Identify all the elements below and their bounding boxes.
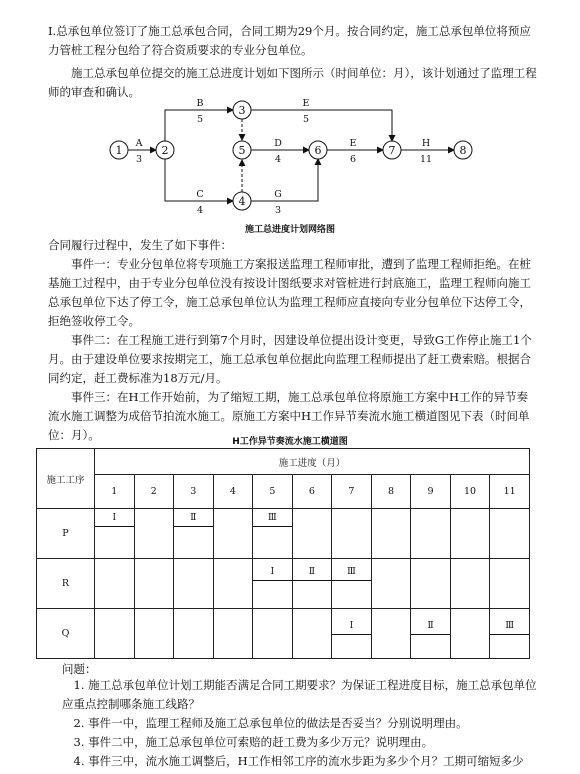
month-header: 4 (213, 475, 253, 509)
node-2-label: 2 (161, 144, 169, 157)
bar-label: Ⅱ (427, 621, 434, 631)
column-header-progress: 施工进度（月） (95, 449, 530, 475)
schedule-bar (253, 580, 292, 581)
schedule-row (37, 559, 530, 609)
node-3-label: 3 (238, 104, 246, 117)
bar-label: Ⅲ (347, 567, 356, 577)
activity-h-duration: 11 (419, 154, 433, 165)
month-header: 6 (292, 475, 332, 509)
month-header: 11 (490, 475, 530, 509)
bar-label: Ⅲ (505, 621, 514, 631)
process-label: R (37, 559, 95, 609)
activity-e-duration: 6 (349, 154, 357, 165)
activity-a-duration: 3 (135, 154, 143, 165)
schedule-bar (332, 634, 371, 635)
schedule-row (37, 509, 530, 559)
activity-a-name: A (135, 138, 143, 149)
question-2: 2. 事件一中，监理工程师及施工总承包单位的做法是否妥当？分别说明理由。 (73, 716, 468, 730)
intro-paragraph-2: 施工总承包单位提交的施工总进度计划如下图所示（时间单位：月），该计划通过了监理工程师的审查和确认。 (48, 66, 537, 99)
activity-e-name: E (349, 138, 357, 149)
schedule-bar (293, 580, 332, 581)
activity-h-name: H (421, 138, 431, 149)
activity-c-duration: 4 (196, 205, 204, 216)
activity-d-duration: 4 (274, 154, 282, 165)
question-3: 3. 事件二中，施工总承包单位可索赔的赶工费为多少万元？说明理由。 (73, 735, 434, 749)
question-4: 4. 事件三中，流水施工调整后，H工作相邻工序的流水步距为多少个月？工期可缩短多少 (73, 754, 524, 768)
month-header: 10 (450, 475, 490, 509)
schedule-bar (95, 526, 134, 527)
schedule-row (37, 609, 530, 659)
question-1: 1. 施工总承包单位计划工期能否满足合同工期要求？为保证工程进度目标，施工总承包单位应重点控制哪条施工线路？ (62, 678, 537, 711)
month-header: 5 (253, 475, 293, 509)
node-5-label: 5 (238, 144, 246, 157)
bar-label: Ⅰ (112, 513, 117, 523)
month-header: 9 (411, 475, 451, 509)
month-header: 7 (332, 475, 372, 509)
month-header: 2 (134, 475, 174, 509)
column-header-process: 施工工序 (37, 449, 95, 509)
month-header: 1 (95, 475, 135, 509)
bar-label: Ⅱ (308, 567, 315, 577)
schedule-bar (332, 580, 371, 581)
body-paragraph-intro: 合同履行过程中，发生了如下事件： (48, 238, 232, 252)
activity-c-name: C (196, 189, 204, 200)
schedule-bar (253, 526, 292, 527)
process-label: Q (37, 609, 95, 659)
activity-e-top-duration: 5 (302, 114, 310, 125)
month-header: 3 (174, 475, 214, 509)
process-label: P (37, 509, 95, 559)
bar-label: Ⅲ (268, 513, 277, 523)
event-three-paragraph: 事件三：在H工作开始前，为了缩短工期，施工总承包单位将原施工方案中H工作的异节奏流水施工调整为成倍节拍流水施工。原施工方案中H工作异节奏流水施工横道图见下表（时间单位：月）。 (48, 390, 530, 442)
bar-label: Ⅰ (349, 621, 354, 631)
activity-b-name: B (196, 98, 204, 109)
network-diagram (0, 96, 580, 222)
schedule-table (36, 448, 530, 659)
schedule-bar (174, 526, 213, 527)
node-7-label: 7 (388, 144, 396, 157)
activity-g-name: G (274, 189, 282, 200)
schedule-bar (490, 634, 529, 635)
network-caption: 施工总进度计划网络图 (244, 225, 335, 235)
node-1-label: 1 (115, 144, 123, 157)
event-one-paragraph: 事件一：专业分包单位将专项施工方案报送监理工程师审批，遭到了监理工程师拒绝。在桩基施工过程中，由于专业分包单位没有按设计图纸要求对管桩进行封底施工，监理工程师向施工总承包单位下达了停工令，施工总承包单位认为监理工程师应直接向专业分包单位下达停工令，拒绝签收停工令。 (48, 257, 531, 328)
node-4-label: 4 (238, 195, 246, 208)
node-8-label: 8 (459, 144, 467, 157)
month-header: 8 (371, 475, 411, 509)
node-6-label: 6 (314, 144, 322, 157)
intro-paragraph-1: I.总承包单位签订了施工总承包合同，合同工期为29个月。按合同约定，施工总承包单位将预应力管桩工程分包给了符合资质要求的专业分包单位。 (48, 24, 531, 57)
activity-b-duration: 5 (196, 114, 204, 125)
activity-g-duration: 3 (274, 205, 282, 216)
bar-label: Ⅰ (270, 567, 275, 577)
event-two-paragraph: 事件二：在工程施工进行到第7个月时，因建设单位提出设计变更，导致G工作停止施工1个月。由于建设单位要求按期完工，施工总承包单位据此向监理工程师提出了赶工费索赔。根据合同约定，赶工费标准为18万元/月。 (48, 333, 532, 385)
activity-e-top-name: E (302, 98, 310, 109)
schedule-caption: H工作异节奏流水施工横道图 (232, 437, 348, 447)
bar-label: Ⅱ (190, 513, 197, 523)
activity-d-name: D (274, 138, 282, 149)
questions-title: 问题： (62, 662, 97, 676)
schedule-bar (411, 634, 450, 635)
